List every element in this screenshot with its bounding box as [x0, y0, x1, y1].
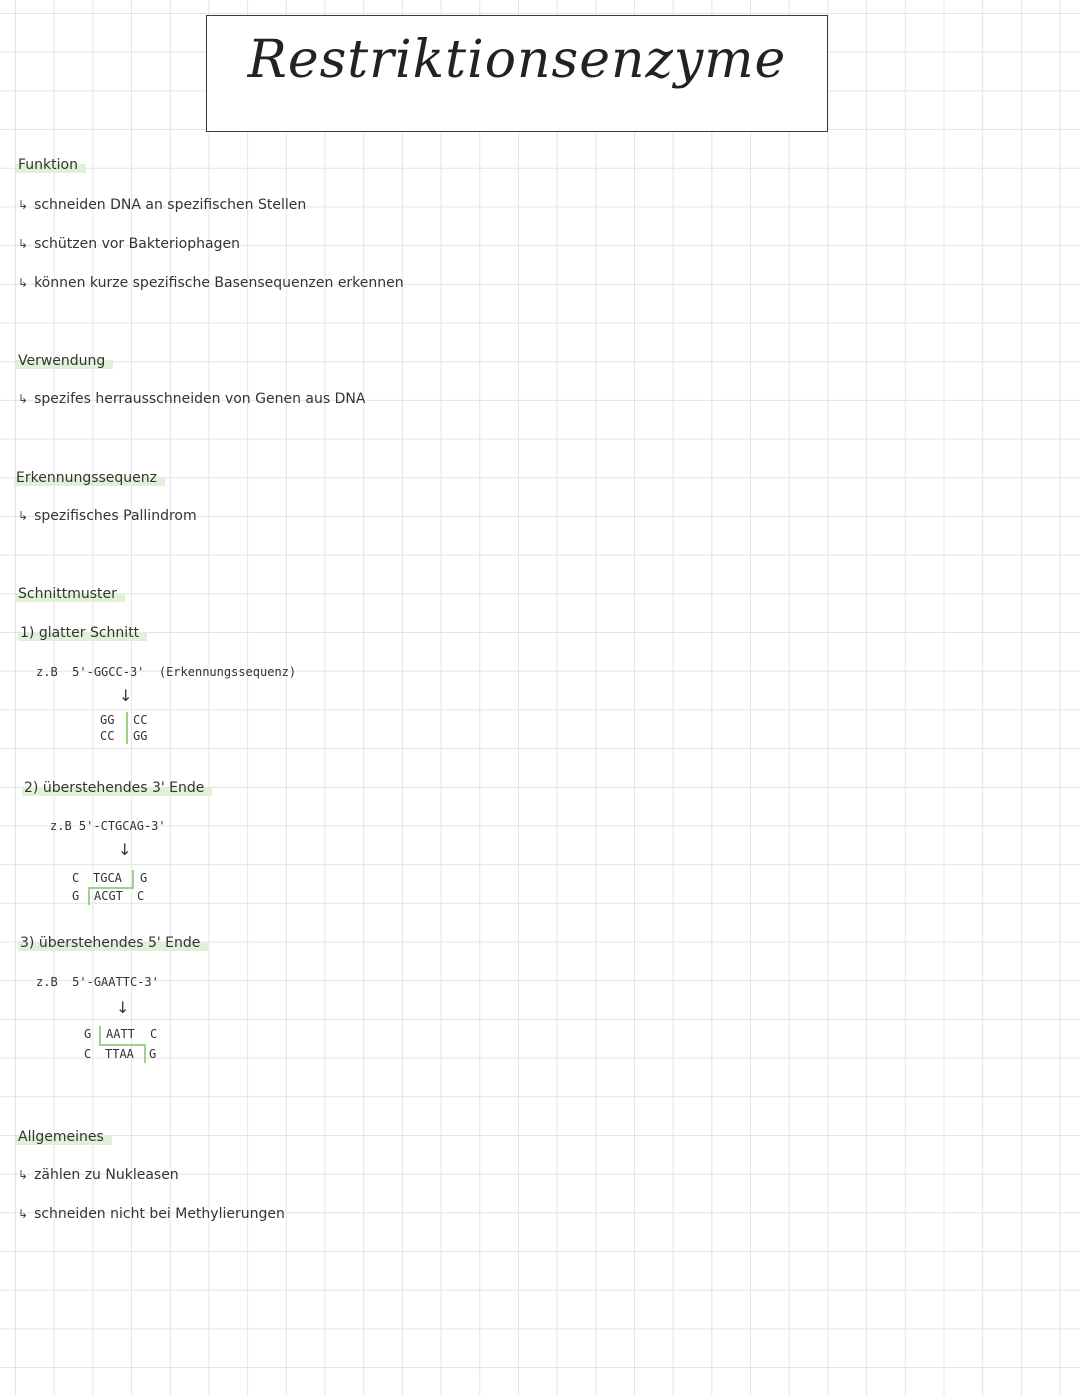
- arrow-down-icon: ↓: [116, 998, 130, 1017]
- strand-fragment: C: [137, 889, 145, 903]
- cut-line: [88, 887, 134, 889]
- arrow-down-icon: ↓: [119, 686, 133, 705]
- bullet-item: ↳ spezifisches Pallindrom: [18, 508, 197, 524]
- example-sequence-line: z.B 5'-GGCC-3' (Erkennungssequenz): [36, 665, 297, 679]
- bullet-item: ↳ können kurze spezifische Basensequenzen erkennen: [18, 275, 404, 291]
- bullet-item: ↳ spezifes herrausschneiden von Genen aus DNA: [18, 391, 366, 407]
- example-label: 3) überstehendes 5' Ende: [18, 934, 208, 952]
- bullet-item: ↳ schneiden DNA an spezifischen Stellen: [18, 197, 307, 213]
- cut-line: [99, 1026, 101, 1045]
- bullet-item: ↳ schneiden nicht bei Methylierungen: [18, 1206, 285, 1222]
- strand-fragment: CC: [100, 729, 115, 743]
- example-label: 1) glatter Schnitt: [18, 624, 147, 642]
- heading-erkennungssequenz: Erkennungssequenz: [14, 469, 165, 487]
- strand-fragment: G: [149, 1047, 157, 1061]
- arrow-icon: ↳: [18, 276, 29, 290]
- title-box: [206, 15, 828, 132]
- heading-verwendung: Verwendung: [16, 352, 113, 370]
- heading-funktion: Funktion: [16, 156, 86, 174]
- arrow-icon: ↳: [18, 237, 29, 251]
- heading-allgemeines: Allgemeines: [16, 1128, 112, 1146]
- arrow-icon: ↳: [18, 509, 29, 523]
- cut-line: [132, 870, 134, 888]
- arrow-down-icon: ↓: [118, 840, 132, 859]
- strand-fragment: G: [84, 1027, 92, 1041]
- arrow-icon: ↳: [18, 198, 29, 212]
- strand-fragment: GG: [133, 729, 148, 743]
- example-sequence-line: z.B 5'-CTGCAG-3': [50, 819, 166, 833]
- heading-schnittmuster: Schnittmuster: [16, 585, 125, 603]
- strand-fragment: TGCA: [93, 871, 122, 885]
- cut-line: [144, 1044, 146, 1063]
- strand-fragment: ACGT: [94, 889, 123, 903]
- strand-fragment: G: [72, 889, 80, 903]
- arrow-icon: ↳: [18, 1168, 29, 1182]
- strand-fragment: GG: [100, 713, 115, 727]
- strand-fragment: AATT: [106, 1027, 135, 1041]
- cut-line: [88, 887, 90, 905]
- arrow-icon: ↳: [18, 392, 29, 406]
- strand-fragment: TTAA: [105, 1047, 134, 1061]
- strand-fragment: G: [140, 871, 148, 885]
- strand-fragment: CC: [133, 713, 148, 727]
- example-sequence-line: z.B 5'-GAATTC-3': [36, 975, 159, 989]
- cut-line: [99, 1044, 145, 1046]
- strand-fragment: C: [72, 871, 80, 885]
- strand-fragment: C: [150, 1027, 158, 1041]
- example-label: 2) überstehendes 3' Ende: [22, 779, 212, 797]
- bullet-item: ↳ zählen zu Nukleasen: [18, 1167, 179, 1183]
- strand-fragment: C: [84, 1047, 92, 1061]
- page-title: Restriktionsenzyme: [247, 30, 787, 90]
- cut-line: [126, 712, 128, 744]
- arrow-icon: ↳: [18, 1207, 29, 1221]
- bullet-item: ↳ schützen vor Bakteriophagen: [18, 236, 240, 252]
